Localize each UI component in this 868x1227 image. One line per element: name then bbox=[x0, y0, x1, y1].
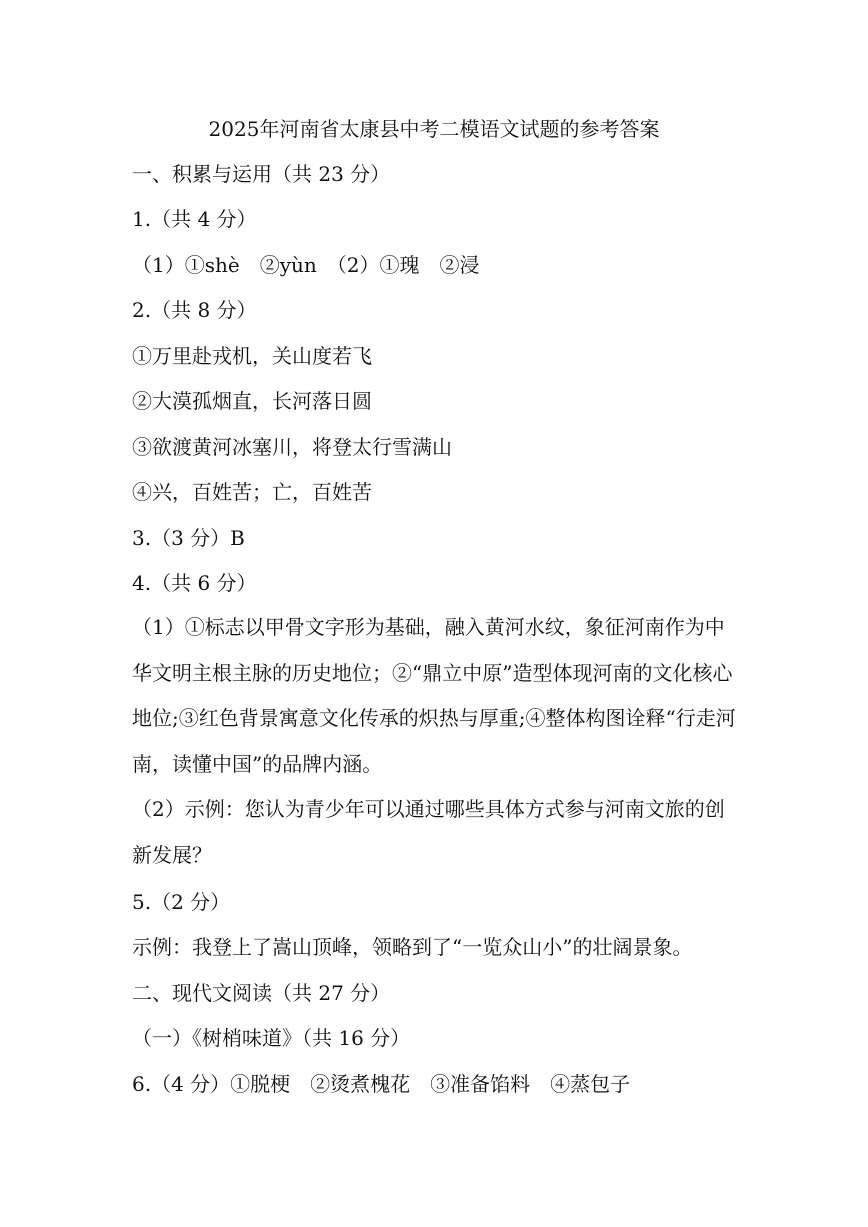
section-heading-2: 二、现代文阅读（共 27 分） bbox=[132, 981, 391, 1005]
question-4-part-2-answer: （2）示例：您认为青少年可以通过哪些具体方式参与河南文旅的创新发展？ bbox=[132, 797, 725, 867]
question-2-answer-4: ④兴，百姓苦；亡，百姓苦 bbox=[132, 480, 372, 504]
question-5-answer: 示例：我登上了嵩山顶峰，领略到了“一览众山小”的壮阔景象。 bbox=[132, 935, 693, 959]
question-4-part-1-answer: （1）①标志以甲骨文字形为基础，融入黄河水纹，象征河南作为中华文明主根主脉的历史地位；②“鼎立中原”造型体现河南的文化核心地位;③红色背景寓意文化传承的炽热与厚重;④整体构图诠释“行走河南，读懂中国”的品牌内涵。 bbox=[132, 615, 736, 776]
question-6-answer: 6.（4 分）①脱梗 ②烫煮槐花 ③准备馅料 ④蒸包子 bbox=[132, 1072, 631, 1096]
question-5-header: 5.（2 分） bbox=[132, 890, 231, 914]
section-heading-1: 一、积累与运用（共 23 分） bbox=[132, 162, 391, 186]
question-2-answer-2: ②大漠孤烟直，长河落日圆 bbox=[132, 389, 372, 413]
document-title: 2025年河南省太康县中考二模语文试题的参考答案 bbox=[208, 117, 660, 141]
question-1-answer: （1）①shè ②yùn （2）①瑰 ②浸 bbox=[132, 253, 480, 277]
subsection-heading-1: （一）《树梢味道》（共 16 分） bbox=[132, 1026, 411, 1050]
question-1-header: 1.（共 4 分） bbox=[132, 207, 257, 231]
question-2-answer-3: ③欲渡黄河冰塞川，将登太行雪满山 bbox=[132, 435, 452, 459]
question-3-answer: 3.（3 分）B bbox=[132, 526, 245, 550]
question-4-header: 4.（共 6 分） bbox=[132, 571, 257, 595]
question-2-header: 2.（共 8 分） bbox=[132, 298, 257, 322]
question-2-answer-1: ①万里赴戎机，关山度若飞 bbox=[132, 344, 372, 368]
